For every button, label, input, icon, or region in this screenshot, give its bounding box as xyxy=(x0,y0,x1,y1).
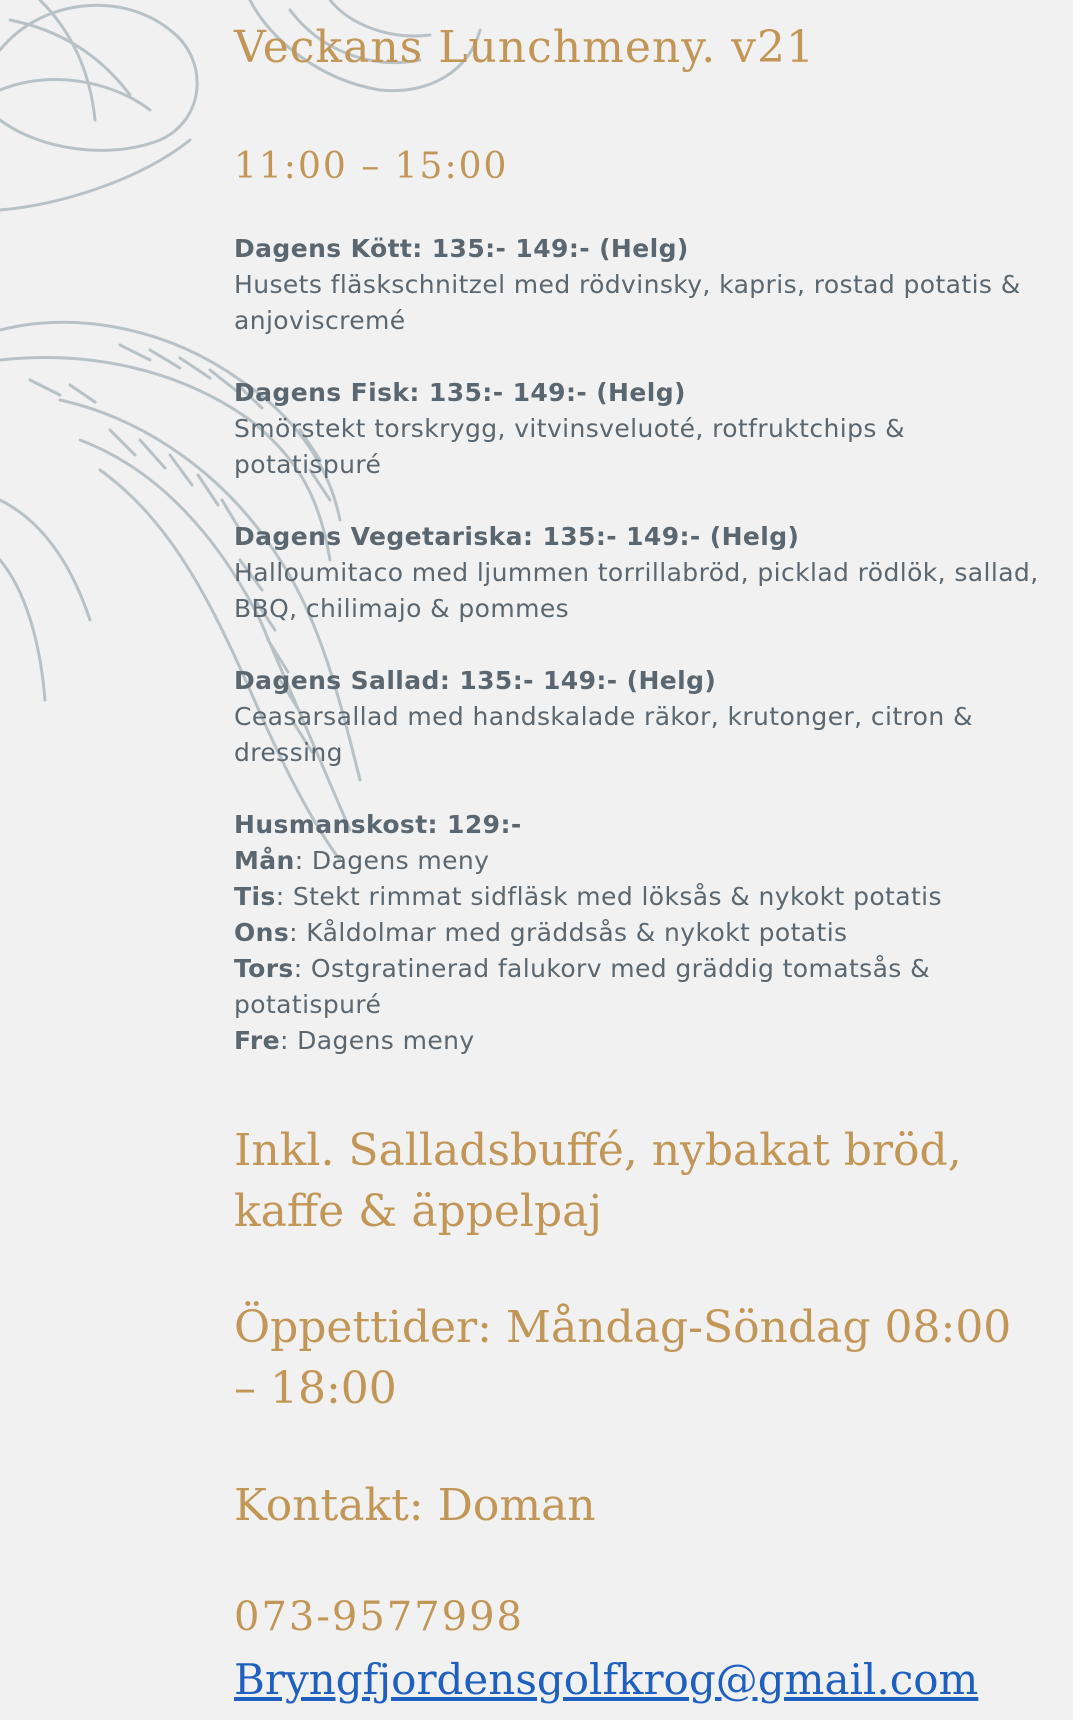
menu-section-heading: Dagens Vegetariska: 135:- 149:- (Helg) xyxy=(234,522,800,551)
menu-section-description: Smörstekt torskrygg, vitvinsveluoté, rotfruktchips & potatispuré xyxy=(234,414,906,479)
weekday-dish xyxy=(234,951,1044,1023)
weekday-dish xyxy=(234,879,1044,915)
weekday-dish-text: : Stekt rimmat sidfläsk med löksås & nykokt potatis xyxy=(275,882,942,911)
menu-section-sallad xyxy=(234,663,1044,771)
menu-title: Veckans Lunchmeny. v21 xyxy=(234,22,816,73)
weekday-name: Tis xyxy=(234,882,276,911)
menu-section-husmanskost xyxy=(234,807,1044,1059)
menu-section-fisk xyxy=(234,375,1044,483)
opening-hours: Öppettider: Måndag-Söndag 08:00 – 18:00 xyxy=(234,1302,1012,1414)
email-link[interactable]: Bryngfjordensgolfkrog@gmail.com xyxy=(234,1655,979,1704)
menu-section-heading: Dagens Sallad: 135:- 149:- (Helg) xyxy=(234,666,717,695)
weekday-name: Mån xyxy=(234,846,295,875)
phone-number[interactable]: 073-9577998 xyxy=(234,1594,525,1640)
menu-section-heading: Dagens Fisk: 135:- 149:- (Helg) xyxy=(234,378,686,407)
contact-name: Kontakt: Doman xyxy=(234,1480,596,1531)
weekday-name: Ons xyxy=(234,918,290,947)
weekday-dish xyxy=(234,1023,1044,1059)
menu-section-description: Husets fläskschnitzel med rödvinsky, kapris, rostad potatis & anjoviscremé xyxy=(234,270,1021,335)
weekday-dish-text: : Ostgratinerad falukorv med gräddig tomatsås & potatispuré xyxy=(234,954,930,1019)
weekday-name: Fre xyxy=(234,1026,280,1055)
menu-list xyxy=(234,231,1044,1095)
weekday-dish-text: : Dagens meny xyxy=(279,1026,475,1055)
weekday-dish xyxy=(234,843,1044,879)
lunch-hours: 11:00 – 15:00 xyxy=(234,146,509,187)
menu-section-kott xyxy=(234,231,1044,339)
weekday-dish xyxy=(234,915,1044,951)
included-extras: Inkl. Salladsbuffé, nybakat bröd, kaffe & äppelpaj xyxy=(234,1125,962,1237)
menu-section-heading: Husmanskost: 129:- xyxy=(234,810,522,839)
menu-section-description: Ceasarsallad med handskalade räkor, krutonger, citron & dressing xyxy=(234,702,973,767)
menu-section-vegetariska xyxy=(234,519,1044,627)
menu-section-heading: Dagens Kött: 135:- 149:- (Helg) xyxy=(234,234,689,263)
weekday-dish-text: : Dagens meny xyxy=(294,846,490,875)
weekday-name: Tors xyxy=(234,954,294,983)
weekday-dish-text: : Kåldolmar med gräddsås & nykokt potatis xyxy=(289,918,848,947)
menu-section-description: Halloumitaco med ljummen torrillabröd, picklad rödlök, sallad, BBQ, chilimajo & pommes xyxy=(234,558,1039,623)
